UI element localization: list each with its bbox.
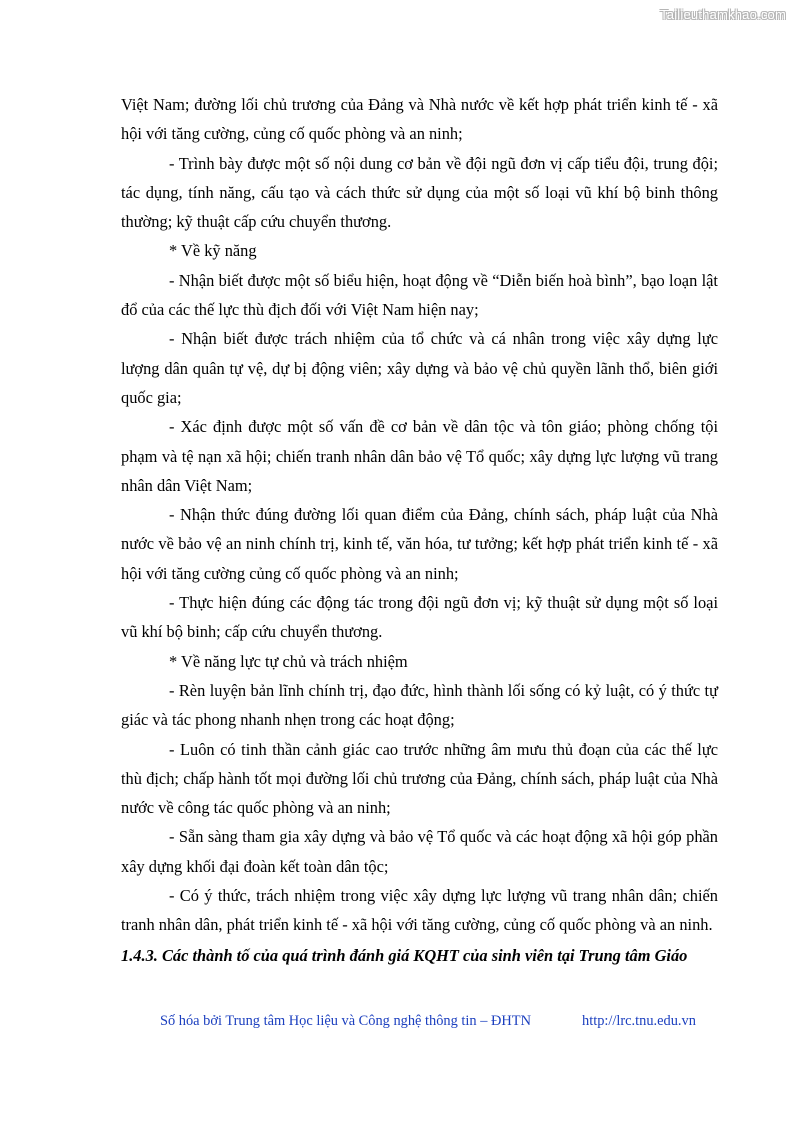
paragraph-2: - Trình bày được một số nội dung cơ bản về đội ngũ đơn vị cấp tiểu đội, trung đội; tác dụng, tính năng, cấu tạo và cách thức sử dụng của một số loại vũ khí bộ binh thông thường; kỹ thuật cấp cứu chuyển thương. [121, 153, 718, 232]
skills-subheading: * Về kỹ năng [169, 241, 257, 261]
paragraph-12: - Sẵn sàng tham gia xây dựng và bảo vệ Tổ quốc và các hoạt động xã hội góp phần xây dựng khối đại đoàn kết toàn dân tộc; [121, 827, 718, 876]
paragraph-13: - Có ý thức, trách nhiệm trong việc xây dựng lực lượng vũ trang nhân dân; chiến tranh nhân dân, phát triển kinh tế - xã hội với tăng cường, củng cố quốc phòng và an ninh. [121, 886, 718, 935]
paragraph-10: - Rèn luyện bản lĩnh chính trị, đạo đức, hình thành lối sống có kỷ luật, có ý thức tự giác và tác phong nhanh nhẹn trong các hoạt động; [121, 680, 718, 730]
watermark: Tailieuthamkhao.com [660, 7, 786, 22]
page-body [121, 90, 718, 970]
paragraph-5: - Nhận biết được trách nhiệm của tổ chức và cá nhân trong việc xây dựng lực lượng dân quân tự vệ, dự bị động viên; xây dựng và bảo vệ chủ quyền lãnh thổ, biên giới quốc gia; [121, 329, 718, 407]
page-footer [160, 1013, 720, 1030]
paragraph-8: - Thực hiện đúng các động tác trong đội ngũ đơn vị; kỹ thuật sử dụng một số loại vũ khí bộ binh; cấp cứu chuyển thương. [121, 593, 718, 642]
footer-credit: Số hóa bởi Trung tâm Học liệu và Công nghệ thông tin – ĐHTN [160, 1013, 531, 1029]
footer-url: http://lrc.tnu.edu.vn [582, 1013, 696, 1029]
paragraph-11: - Luôn có tinh thần cảnh giác cao trước những âm mưu thủ đoạn của các thế lực thù địch; chấp hành tốt mọi đường lối chủ trương của Đảng, chính sách, pháp luật của Nhà nước về công tác quốc phòng và an ninh; [121, 739, 718, 818]
paragraph-4: - Nhận biết được một số biểu hiện, hoạt động về “Diễn biến hoà bình”, bạo loạn lật đổ của các thế lực thù địch đối với Việt Nam hiện nay; [121, 270, 718, 320]
autonomy-subheading: * Về năng lực tự chủ và trách nhiệm [169, 651, 408, 671]
section-heading: 1.4.3. Các thành tố của quá trình đánh giá KQHT của sinh viên tại Trung tâm Giáo [121, 945, 688, 965]
paragraph-1: Việt Nam; đường lối chủ trương của Đảng và Nhà nước về kết hợp phát triển kinh tế - xã hội với tăng cường, củng cố quốc phòng và an ninh; [121, 95, 718, 144]
paragraph-6: - Xác định được một số vấn đề cơ bản về dân tộc và tôn giáo; phòng chống tội phạm và tệ nạn xã hội; chiến tranh nhân dân bảo vệ Tổ quốc; xây dựng lực lượng vũ trang nhân dân Việt Nam; [121, 417, 718, 495]
paragraph-7: - Nhận thức đúng đường lối quan điểm của Đảng, chính sách, pháp luật của Nhà nước về bảo vệ an ninh chính trị, kinh tế, văn hóa, tư tưởng; kết hợp phát triển kinh tế - xã hội với tăng cường củng cố quốc phòng và an ninh; [121, 505, 718, 583]
